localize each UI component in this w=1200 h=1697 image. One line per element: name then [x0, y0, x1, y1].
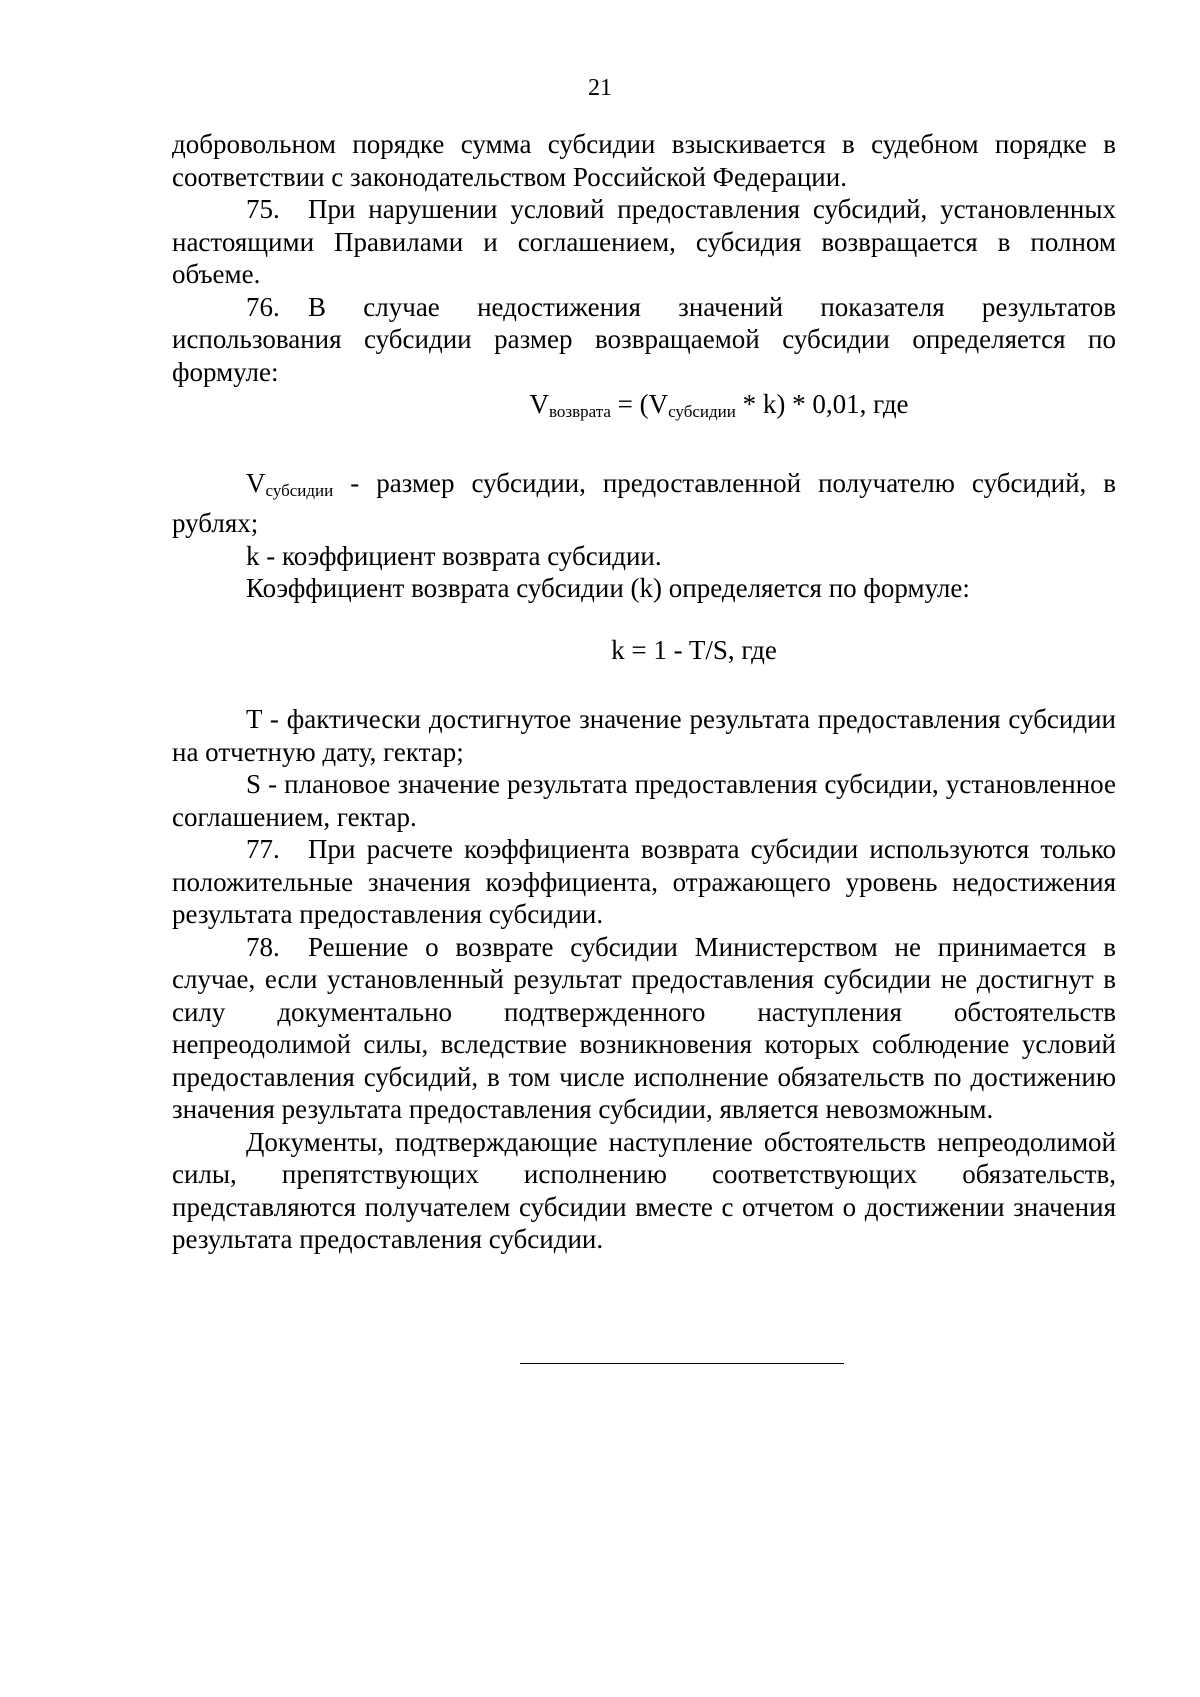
- formula-v-symbol: V: [529, 389, 549, 419]
- definition-t: T - фактически достигнутое значение результата предоставления субсидии на отчетную дату, гектар;: [172, 704, 1116, 767]
- paragraph-78: [172, 931, 1116, 1126]
- formula-rest: * k) * 0,01, где: [735, 389, 909, 419]
- definition-k: k - коэффициент возврата субсидии.: [246, 540, 662, 571]
- definition-v-symbol: V: [246, 467, 266, 498]
- spacer: [172, 666, 1116, 703]
- paragraph-76-number: 76.: [246, 291, 280, 322]
- paragraph-76-text: В случае недостижения значений показателя результатов использования субсидии размер возвращаемой субсидии определяется по формуле:: [172, 291, 1116, 387]
- coefficient-intro: Коэффициент возврата субсидии (k) определяется по формуле:: [246, 573, 970, 603]
- paragraph-75-number: 75.: [246, 194, 280, 224]
- paragraph-75: [172, 193, 1116, 291]
- paragraph-77-number: 77.: [246, 834, 280, 864]
- page-number: 21: [588, 75, 612, 101]
- formula-subscript-subsidy: субсидии: [668, 402, 736, 421]
- end-separator-line: [520, 1363, 844, 1364]
- paragraph-78-text: Решение о возврате субсидии Министерством не принимается в случае, если установленный результат предоставления субсидии не достигнут в силу документально подтвержденного наступления обстоятельств непреодолимой силы, вследствие возникновения которых соблюдение условий предоставления субсидий, в том числе исполнение обязательств по достижению значения результата предоставления субсидии, является невозможным.: [172, 931, 1116, 1124]
- paragraph-76: [172, 291, 1116, 389]
- formula-subscript-return: возврата: [548, 402, 611, 421]
- document-body: [172, 128, 1116, 1256]
- paragraph-continuation: добровольном порядке сумма субсидии взыскивается в судебном порядке в соответствии с законодательством Российской Федерации.: [172, 129, 1116, 192]
- paragraph-documents: Документы, подтверждающие наступление обстоятельств непреодолимой силы, препятствующих исполнению соответствующих обязательств, представляются получателем субсидии вместе с отчетом о достижении значения результата предоставления субсидии.: [172, 1126, 1116, 1254]
- definition-v-subsidy: [172, 467, 1116, 540]
- formula-equals-open: = (V: [610, 389, 669, 419]
- spacer: [172, 421, 1116, 467]
- coefficient-formula: k = 1 - T/S, где: [611, 634, 777, 665]
- definition-v-subscript: субсидии: [265, 480, 334, 500]
- paragraph-78-number: 78.: [246, 931, 280, 962]
- paragraph-77-text: При расчете коэффициента возврата субсидии используются только положительные значения коэффициента, отражающего уровень недостижения результата предоставления субсидии.: [172, 834, 1116, 929]
- paragraph-75-text: При нарушении условий предоставления субсидий, установленных настоящими Правилами и соглашением, субсидия возвращается в полном объеме.: [172, 194, 1116, 289]
- paragraph-77: [172, 833, 1116, 931]
- definition-s: S - плановое значение результата предоставления субсидии, установленное соглашением, гектар.: [172, 769, 1116, 832]
- definition-v-text: - размер субсидии, предоставленной получателю субсидий, в рублях;: [172, 467, 1116, 538]
- return-formula: [172, 388, 1116, 421]
- spacer: [172, 605, 1116, 634]
